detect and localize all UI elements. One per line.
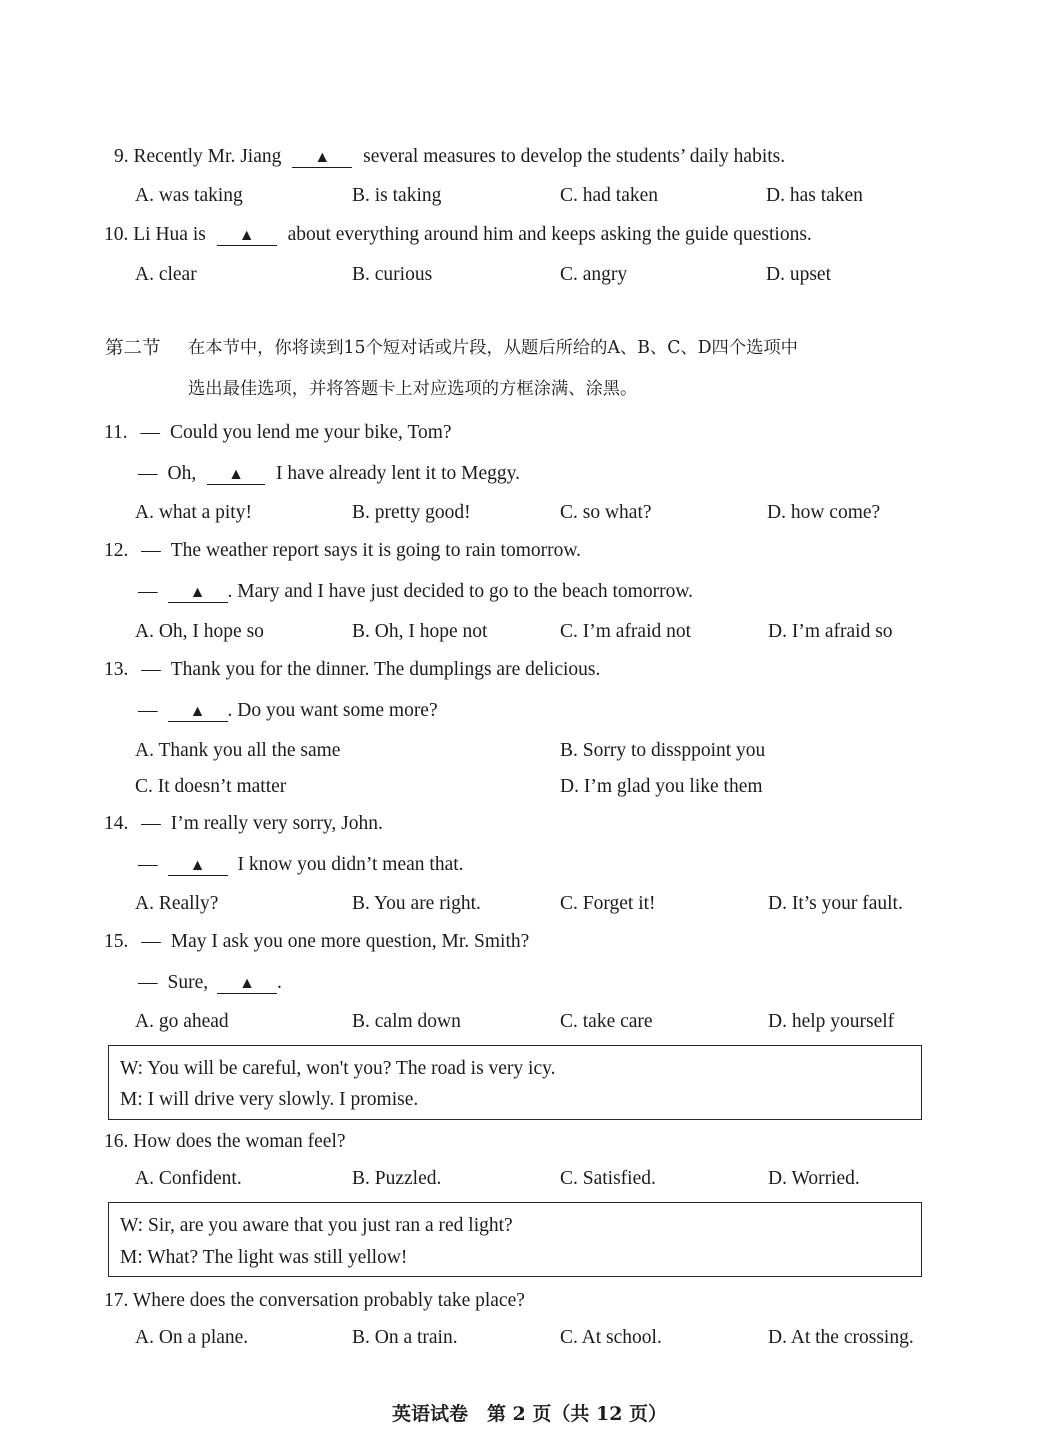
q15-line1: May I ask you one more question, Mr. Smith? [170, 931, 530, 952]
q12-stem [104, 541, 581, 561]
dialog-16-woman: W: You will be careful, won't you? The road is very icy. [120, 1058, 556, 1079]
dialog-dash: — [141, 540, 161, 561]
q10-stem [104, 225, 812, 246]
dialog-dash: — [138, 700, 158, 721]
dialog-dash: — [141, 931, 161, 952]
q13-line2-after: . Do you want some more? [227, 700, 438, 721]
q9-text-after: several measures to develop the students’ daily habits. [363, 146, 786, 167]
q16-number: 16. [104, 1131, 129, 1152]
dialog-box-17 [108, 1202, 922, 1277]
answer-blank [168, 585, 228, 603]
q14-number: 14. [104, 813, 129, 834]
q11-line1: Could you lend me your bike, Tom? [170, 422, 452, 443]
q15-option-d: D. help yourself [768, 1011, 895, 1032]
q14-option-c: C. Forget it! [560, 893, 656, 914]
dialog-dash: — [141, 659, 161, 680]
dialog-dash: — [140, 422, 161, 443]
q16-stem [104, 1132, 346, 1152]
q12-option-c: C. I’m afraid not [560, 621, 692, 642]
q10-option-d: D. upset [766, 264, 831, 285]
dialog-16-man: M: I will drive very slowly. I promise. [120, 1089, 419, 1110]
q10-option-a: A. clear [135, 264, 197, 285]
triangle-icon: ▲ [228, 466, 245, 483]
q14-stem [104, 814, 383, 834]
section-instruction-line1: 在本节中，你将读到15个短对话或片段，从题后所给的A、B、C、D四个选项中 [188, 338, 798, 358]
q9-option-d: D. has taken [766, 185, 863, 206]
q17-option-b: B. On a train. [352, 1327, 458, 1348]
q15-option-a: A. go ahead [135, 1011, 229, 1032]
q14-line1: I’m really very sorry, John. [170, 813, 383, 834]
q15-response [138, 973, 282, 994]
q11-line2-before: Oh, [167, 463, 197, 484]
q9-option-c: C. had taken [560, 185, 659, 206]
dialog-box-16 [108, 1045, 922, 1120]
q9-text-before: Recently Mr. Jiang [133, 146, 282, 167]
q12-option-d: D. I’m afraid so [768, 621, 893, 642]
triangle-icon: ▲ [238, 227, 255, 244]
q16-option-a: A. Confident. [135, 1168, 242, 1189]
q17-stem [104, 1291, 525, 1311]
q17-number: 17. [104, 1290, 129, 1311]
q13-option-d: D. I’m glad you like them [560, 776, 763, 797]
q12-option-b: B. Oh, I hope not [352, 621, 488, 642]
q17-option-d: D. At the crossing. [768, 1327, 914, 1348]
dialog-dash: — [138, 463, 158, 484]
q16-option-d: D. Worried. [768, 1168, 860, 1189]
q10-option-b: B. curious [352, 264, 433, 285]
answer-blank [217, 976, 277, 994]
dialog-dash: — [138, 581, 158, 602]
q9-option-b: B. is taking [352, 185, 442, 206]
triangle-icon: ▲ [189, 857, 206, 874]
dialog-17-man: M: What? The light was still yellow! [120, 1247, 408, 1268]
q10-text-before: Li Hua is [133, 224, 206, 245]
q13-line1: Thank you for the dinner. The dumplings are delicious. [170, 659, 601, 680]
triangle-icon: ▲ [239, 975, 255, 992]
answer-blank [168, 704, 228, 722]
q15-option-c: C. take care [560, 1011, 653, 1032]
q16-question: How does the woman feel? [133, 1131, 346, 1152]
triangle-icon: ▲ [189, 703, 206, 720]
q13-stem [104, 660, 600, 680]
q9-option-a: A. was taking [135, 185, 243, 206]
q10-option-c: C. angry [560, 264, 628, 285]
q14-option-b: B. You are right. [352, 893, 481, 914]
dialog-dash: — [138, 972, 158, 993]
q15-option-b: B. calm down [352, 1011, 461, 1032]
q11-option-d: D. how come? [767, 502, 881, 523]
q17-option-c: C. At school. [560, 1327, 662, 1348]
q15-number: 15. [104, 931, 129, 952]
q13-response [138, 701, 438, 722]
q13-number: 13. [104, 659, 129, 680]
q16-option-b: B. Puzzled. [352, 1168, 442, 1189]
q14-option-a: A. Really? [135, 893, 219, 914]
q12-line1: The weather report says it is going to rain tomorrow. [170, 540, 582, 561]
q9-stem [114, 147, 785, 168]
page-footer: 英语试卷 第 2 页（共 12 页） [391, 1403, 668, 1425]
dialog-dash: — [141, 813, 161, 834]
q15-line2-before: Sure, [167, 972, 209, 993]
q11-line2-after: I have already lent it to Meggy. [275, 463, 520, 484]
q17-option-a: A. On a plane. [135, 1327, 249, 1348]
q11-number: 11. [104, 422, 128, 443]
q11-option-a: A. what a pity! [135, 502, 252, 523]
dialog-17-woman: W: Sir, are you aware that you just ran a red light? [120, 1215, 513, 1236]
q17-question: Where does the conversation probably take place? [132, 1290, 525, 1311]
q12-response [138, 582, 693, 603]
q11-response [138, 464, 520, 485]
answer-blank [207, 467, 265, 485]
q11-option-b: B. pretty good! [352, 502, 471, 523]
q14-response [138, 855, 464, 876]
dialog-dash: — [138, 854, 158, 875]
q10-number: 10. [104, 224, 129, 245]
answer-blank [292, 150, 352, 168]
q13-option-c: C. It doesn’t matter [135, 776, 287, 797]
q16-option-c: C. Satisfied. [560, 1168, 656, 1189]
q9-number: 9. [114, 146, 129, 167]
q14-line2-after: I know you didn’t mean that. [237, 854, 464, 875]
q15-stem [104, 932, 529, 952]
q12-line2-after: . Mary and I have just decided to go to the beach tomorrow. [227, 581, 694, 602]
answer-blank [217, 228, 277, 246]
q13-option-b: B. Sorry to dissppoint you [560, 740, 766, 761]
q11-stem [104, 423, 452, 443]
q14-option-d: D. It’s your fault. [768, 893, 903, 914]
q11-option-c: C. so what? [560, 502, 652, 523]
q10-text-after: about everything around him and keeps asking the guide questions. [287, 224, 812, 245]
q12-option-a: A. Oh, I hope so [135, 621, 264, 642]
section-instruction-line2: 选出最佳选项，并将答题卡上对应选项的方框涂满、涂黑。 [188, 379, 638, 399]
q15-line2-after: . [277, 972, 282, 993]
triangle-icon: ▲ [314, 149, 331, 166]
q12-number: 12. [104, 540, 129, 561]
q13-option-a: A. Thank you all the same [135, 740, 341, 761]
section-title: 第二节 [105, 338, 161, 359]
answer-blank [168, 858, 228, 876]
triangle-icon: ▲ [189, 584, 206, 601]
